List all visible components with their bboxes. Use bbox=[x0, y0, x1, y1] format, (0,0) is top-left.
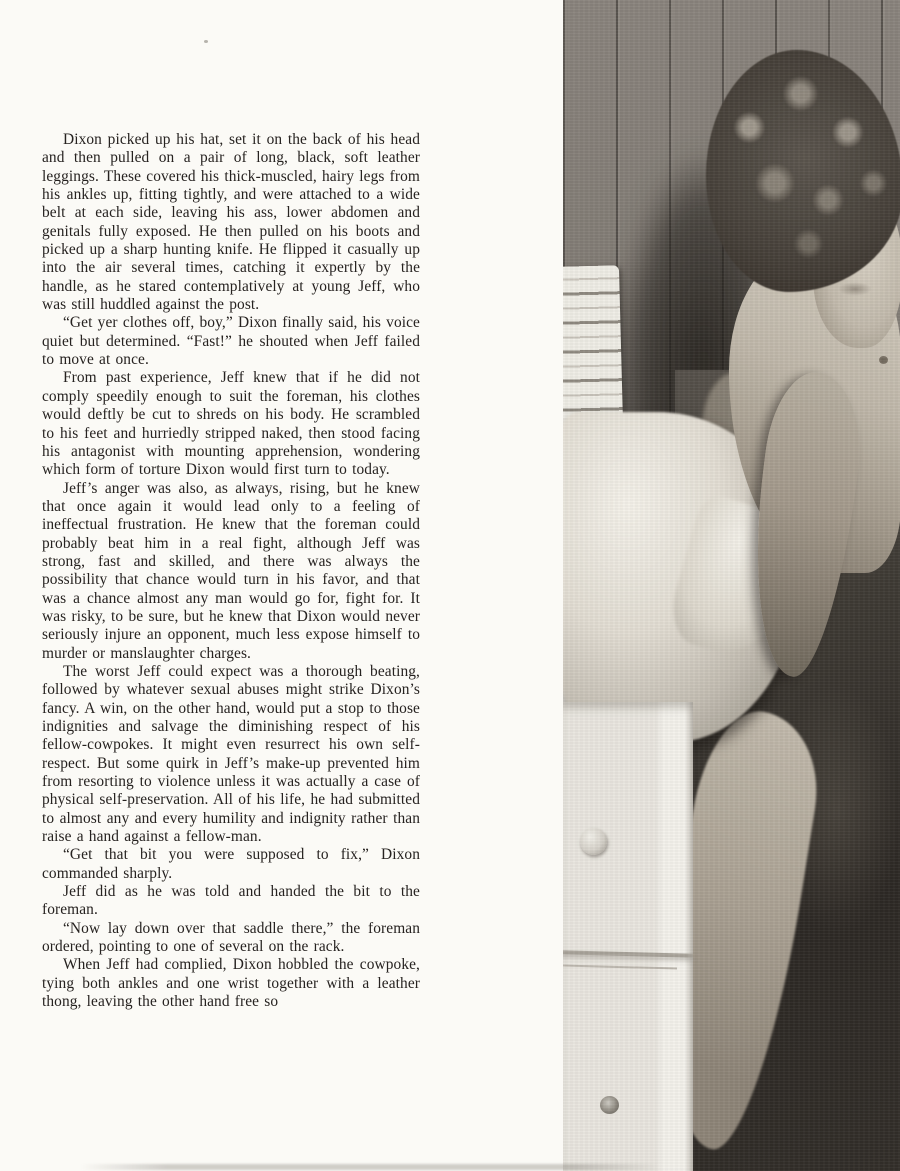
drawer-knob bbox=[580, 828, 607, 855]
story-paragraph: From past experience, Jeff knew that if he did not comply speedily enough to suit the foreman, his clothes would deftly be cut to shreds on his body. He scrambled to his feet and hurriedly stripped naked, then stood facing his antagonist with mounting apprehension, wondering which form of torture Dixon would first turn to today. bbox=[42, 369, 420, 479]
story-paragraph: “Get that bit you were supposed to fix,” Dixon commanded sharply. bbox=[42, 846, 420, 882]
white-dresser bbox=[563, 702, 693, 1171]
photo bbox=[563, 0, 900, 1171]
story-paragraph: Jeff did as he was told and handed the bit to the foreman. bbox=[42, 883, 420, 919]
page-edge-artifact bbox=[80, 1164, 660, 1170]
drawer-seam bbox=[563, 950, 693, 957]
drawer-seam bbox=[563, 964, 677, 969]
scan-speck-artifact bbox=[204, 40, 208, 43]
figure-chest-detail bbox=[879, 356, 888, 364]
story-paragraph: The worst Jeff could expect was a thorough beating, followed by whatever sexual abuses might strike Dixon’s fancy. A win, on the other hand, would put a stop to those indignities and salvage the diminishing respect of his fellow-cowpokes. It might even resurrect his own self-respect. But some quirk in Jeff’s make-up prevented him from resorting to violence unless it was actually a case of physical self-preservation. All of his life, he had submitted to almost any and every humility and indignity rather than raise a hand against a fellow-man. bbox=[42, 662, 420, 846]
story-paragraph: When Jeff had complied, Dixon hobbled the cowpoke, tying both ankles and one wrist together with a leather thong, leaving the other hand free so bbox=[42, 956, 420, 1011]
story-paragraph: Dixon picked up his hat, set it on the back of his head and then pulled on a pair of long, black, soft leather leggings. These covered his thick-muscled, hairy legs from his ankles up, fitting tightly, and were attached to a wide belt at each side, leaving his ass, lower abdomen and genitals fully exposed. He then pulled on his boots and picked up a sharp hunting knife. He flipped it casually up into the air several times, catching it expertly by the handle, as he stared contemplatively at young Jeff, who was still huddled against the post. bbox=[42, 131, 420, 314]
story-paragraph: Jeff’s anger was also, as always, rising, but he knew that once again it would lead only to a feeling of ineffectual frustration. He knew that the foreman could probably beat him in a real fight, although Jeff was strong, fast and skilled, and there was always the possibility that chance would turn in his favor, and that was a chance almost any man would go for, fight for. It was risky, to be sure, but he knew that Dixon would never seriously injure an opponent, much less expose himself to murder or manslaughter charges. bbox=[42, 479, 420, 662]
book-stack bbox=[563, 265, 623, 429]
story-paragraph: “Get yer clothes off, boy,” Dixon finally said, his voice quiet but determined. “Fast!” he shouted when Jeff failed to move at once. bbox=[42, 314, 420, 369]
story-text-column bbox=[42, 131, 420, 1012]
drawer-knob bbox=[600, 1096, 619, 1114]
story-paragraph: “Now lay down over that saddle there,” the foreman ordered, pointing to one of several on the rack. bbox=[42, 919, 420, 956]
